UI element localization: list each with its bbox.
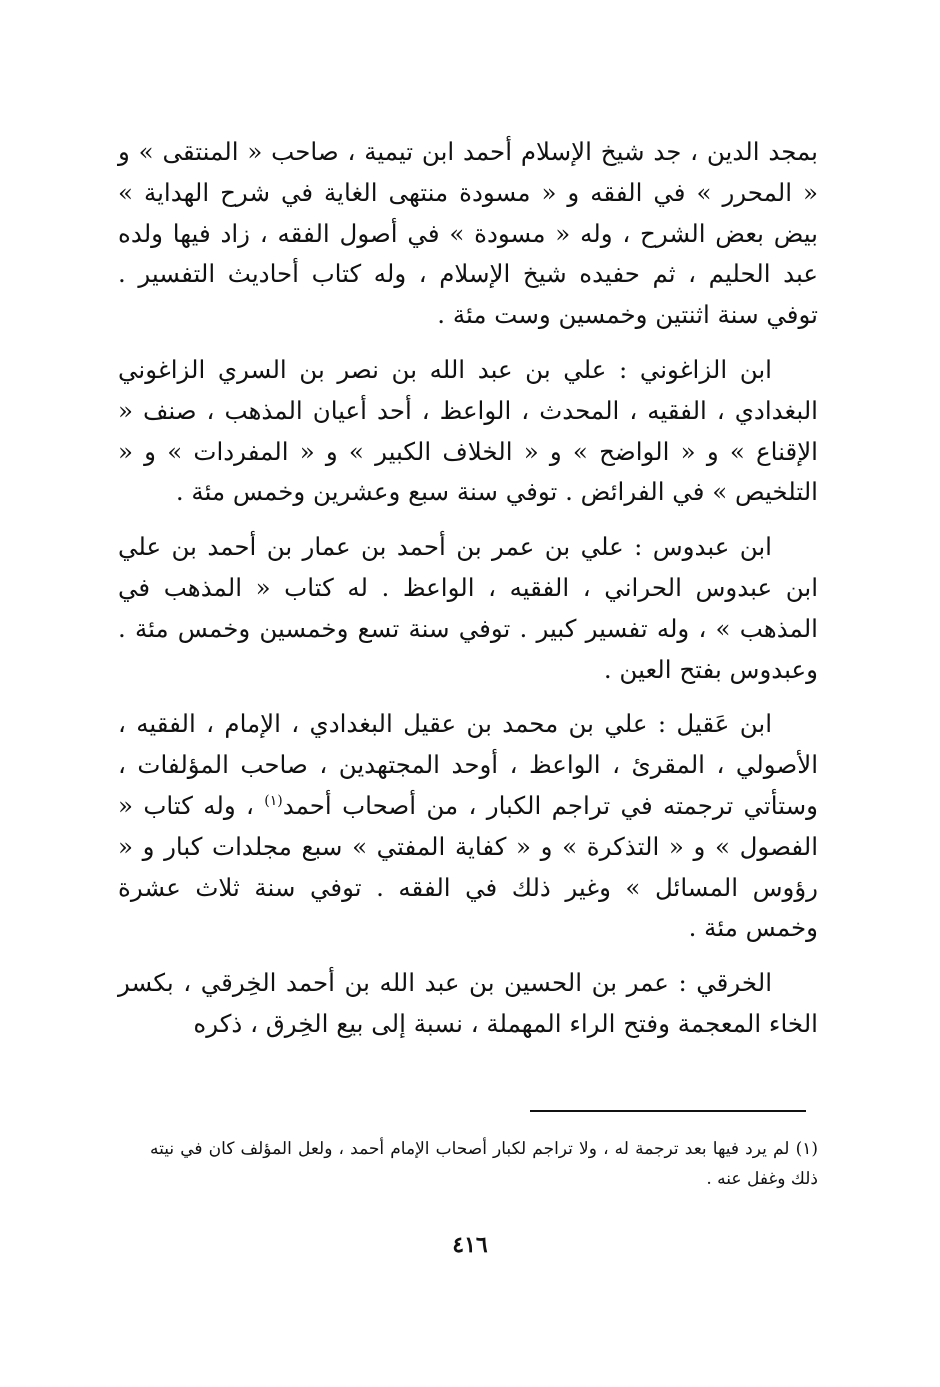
main-text [118,132,818,1045]
paragraph-ibn-aqil [118,704,818,949]
footnote-text: (١) لم يرد فيها بعد ترجمة له ، ولا تراجم لكبار أصحاب الإمام أحمد ، ولعل المؤلف كان في نيته ذلك وغفل عنه . [150,1139,818,1189]
paragraph-ibn-abdus: ابن عبدوس : علي بن عمر بن أحمد بن عمار بن أحمد بن علي ابن عبدوس الحراني ، الفقيه ، الواعظ . له كتاب « المذهب في المذهب » ، وله تفسير كبير . توفي سنة تسع وخمسين وخمس مئة . وعبدوس بفتح العين . [118,532,818,684]
paragraph-ibn-aqil-text-start: ابن عَقيل : علي بن محمد بن عقيل البغدادي ، الإمام ، الفقيه ، الأصولي ، المقرئ ، الواعظ ، أوحد المجتهدين ، صاحب المؤلفات ، وستأتي ترجمته في تراجم الكبار ، من أصحاب أحمد [118,709,818,820]
paragraph-ibn-alzaghuni: ابن الزاغوني : علي بن عبد الله بن نصر بن السري الزاغوني البغدادي ، الفقيه ، المحدث ، الواعظ ، أحد أعيان المذهب ، صنف « الإقناع » و « الواضح » و « الخلاف الكبير » و « المفردات » و « التلخيص » في الفرائض . توفي سنة سبع وعشرين وخمس مئة . [118,354,818,507]
footnote [150,1134,818,1194]
paragraph-ibn-aqil-text-end: ، وله كتاب « الفصول » و « التذكرة » و « كفاية المفتي » سبع مجلدات كبار و « رؤوس المسائل » وغير ذلك في الفقه . توفي سنة ثلاث عشرة وخمس مئة . [118,790,818,943]
page-number: ٤١٦ [452,1232,488,1258]
paragraph-alkhiraqi: الخرقي : عمر بن الحسين بن عبد الله بن أحمد الخِرقي ، بكسر الخاء المعجمة وفتح الراء المهملة ، نسبة إلى بيع الخِرق ، ذكره [118,968,818,1038]
footnote-marker: (١) [264,792,283,809]
footnote-divider [530,1110,806,1112]
paragraph-majd-aldin: بمجد الدين ، جد شيخ الإسلام أحمد ابن تيمية ، صاحب « المنتقى » و « المحرر » في الفقه و « مسودة منتهى الغاية في شرح الهداية » بيض بعض الشرح ، وله « مسودة » في أصول الفقه ، زاد فيها ولده عبد الحليم ، ثم حفيده شيخ الإسلام ، وله كتاب أحاديث التفسير . توفي سنة اثنتين وخمسين وست مئة . [118,137,818,330]
